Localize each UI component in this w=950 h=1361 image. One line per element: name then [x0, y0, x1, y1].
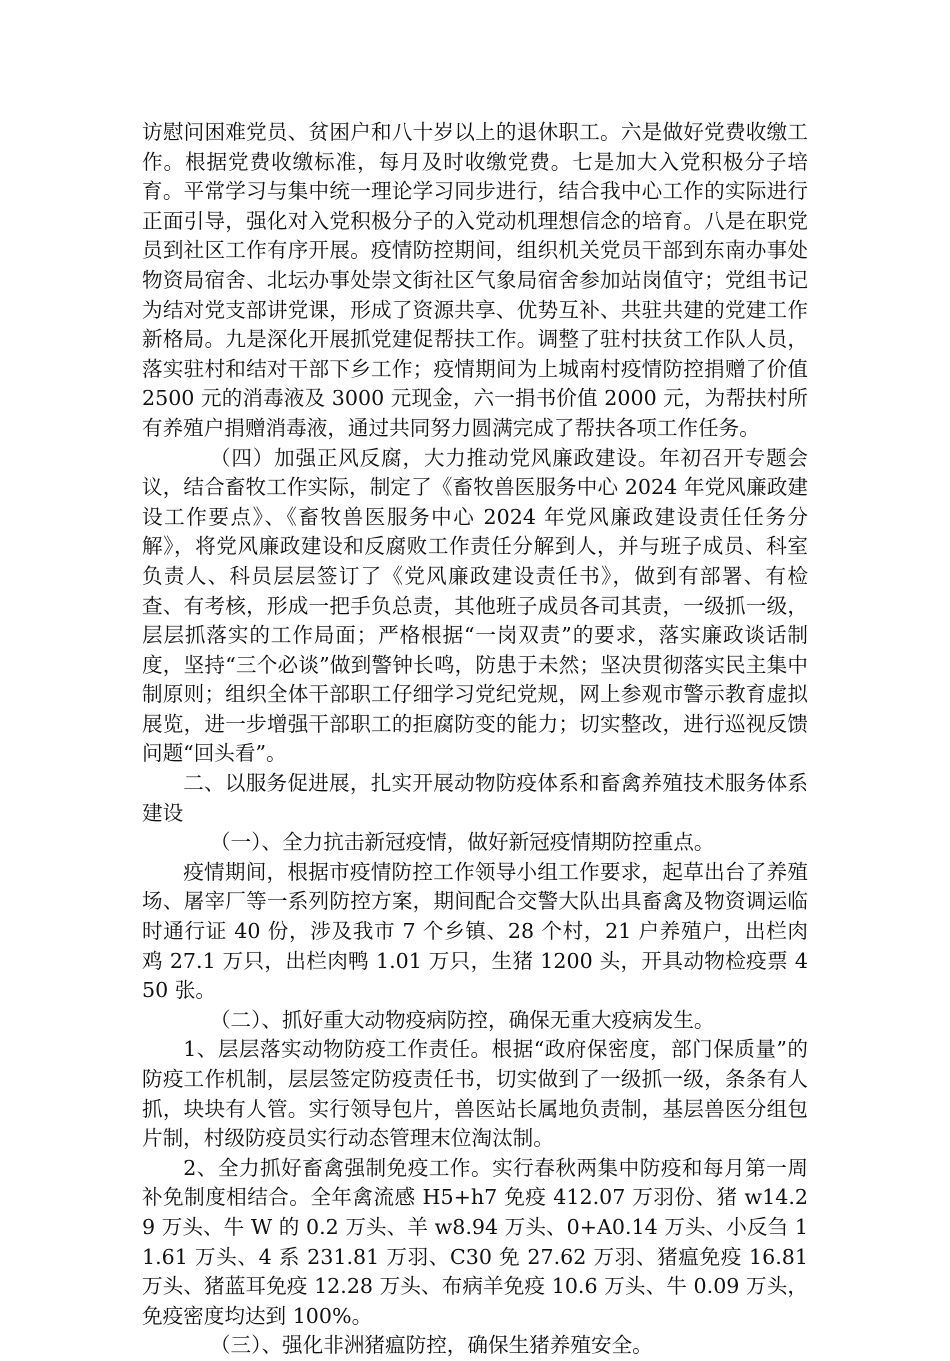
paragraph-responsibility: 1、层层落实动物防疫工作责任。根据“政府保密度，部门保质量”的防疫工作机制，层层签定防疫责任书，切实做到了一级抓一级，条条有人抓，块块有人管。实行领导包片，兽医站长属地负责制，基层兽医分组包片制，村级防疫员实行动态管理末位淘汰制。 — [142, 1037, 808, 1151]
subheading-major-disease-control: （二）、抓好重大动物疫病防控，确保无重大疫病发生。 — [209, 1007, 715, 1032]
document-body — [142, 118, 808, 1361]
subheading-covid-prevention: （一）、全力抗击新冠疫情，做好新冠疫情期防控重点。 — [209, 830, 715, 855]
paragraph-party-work-continued: 访慰问困难党员、贫困户和八十岁以上的退休职工。六是做好党费收缴工作。根据党费收缴标准，每月及时收缴党费。七是加大入党积极分子培育。平常学习与集中统一理论学习同步进行，结合我中心工作的实际进行正面引导，强化对入党积极分子的入党动机理想信念的培育。八是在职党员到社区工作有序开展。疫情防控期间，组织机关党员干部到东南办事处物资局宿舍、北坛办事处崇文街社区气象局宿舍参加站岗值守；党组书记为结对党支部讲党课，形成了资源共享、优势互补、共驻共建的党建工作新格局。九是深化开展抓党建促帮扶工作。调整了驻村扶贫工作队人员，落实驻村和结对干部下乡工作；疫情期间为上城南村疫情防控捐赠了价值 2500 元的消毒液及 3000 元现金，六一捐书价值 2000 元，为帮扶村所有养殖户捐赠消毒液，通过共同努力圆满完成了帮扶各项工作任务。 — [142, 120, 808, 440]
paragraph-immunization: 2、全力抓好畜禽强制免疫工作。实行春秋两集中防疫和每月第一周补免制度相结合。全年禽流感 H5+h7 免疫 412.07 万羽份、猪 w14.29 万头、牛 W 的 0.2 万头、羊 w8.94 万头、0+A0.14 万头、小反刍 11.61 万头、4 系 231.81 万羽、C30 免 27.62 万羽、猪瘟免疫 16.81 万头、猪蓝耳免疫 12.28 万头、布病羊免疫 10.6 万头、牛 0.09 万头，免疫密度均达到 100%。 — [142, 1155, 808, 1328]
heading-section-2: 二、以服务促进展，扎实开展动物防疫体系和畜禽养殖技术服务体系建设 — [142, 771, 808, 825]
paragraph-covid-measures: 疫情期间，根据市疫情防控工作领导小组工作要求，起草出台了养殖场、屠宰厂等一系列防控方案，期间配合交警大队出具畜禽及物资调运临时通行证 40 份，涉及我市 7 个乡镇、28 个村，21 户养殖户，出栏肉鸡 27.1 万只，出栏肉鸭 1.01 万只，生猪 1200 头，开具动物检疫票 450 张。 — [142, 859, 808, 1003]
paragraph-section-4-integrity: （四）加强正风反腐，大力推动党风廉政建设。年初召开专题会议，结合畜牧工作实际，制定了《畜牧兽医服务中心 2024 年党风廉政建设工作要点》、《畜牧兽医服务中心 2024 年党风廉政建设责任任务分解》，将党风廉政建设和反腐败工作责任分解到人，并与班子成员、科室负责人、科员层层签订了《党风廉政建设责任书》，做到有部署、有检查、有考核，形成一把手负总责，其他班子成员各司其责，一级抓一级，层层抓落实的工作局面；严格根据“一岗双责”的要求，落实廉政谈话制度，坚持“三个必谈”做到警钟长鸣，防患于未然；坚决贯彻落实民主集中制原则；组织全体干部职工仔细学习党纪党规，网上参观市警示教育虚拟展览，进一步增强干部职工的拒腐防变的能力；切实整改，进行巡视反馈问题“回头看”。 — [142, 445, 808, 766]
subheading-african-swine-fever: （三）、强化非洲猪瘟防控，确保生猪养殖安全。 — [209, 1333, 653, 1358]
